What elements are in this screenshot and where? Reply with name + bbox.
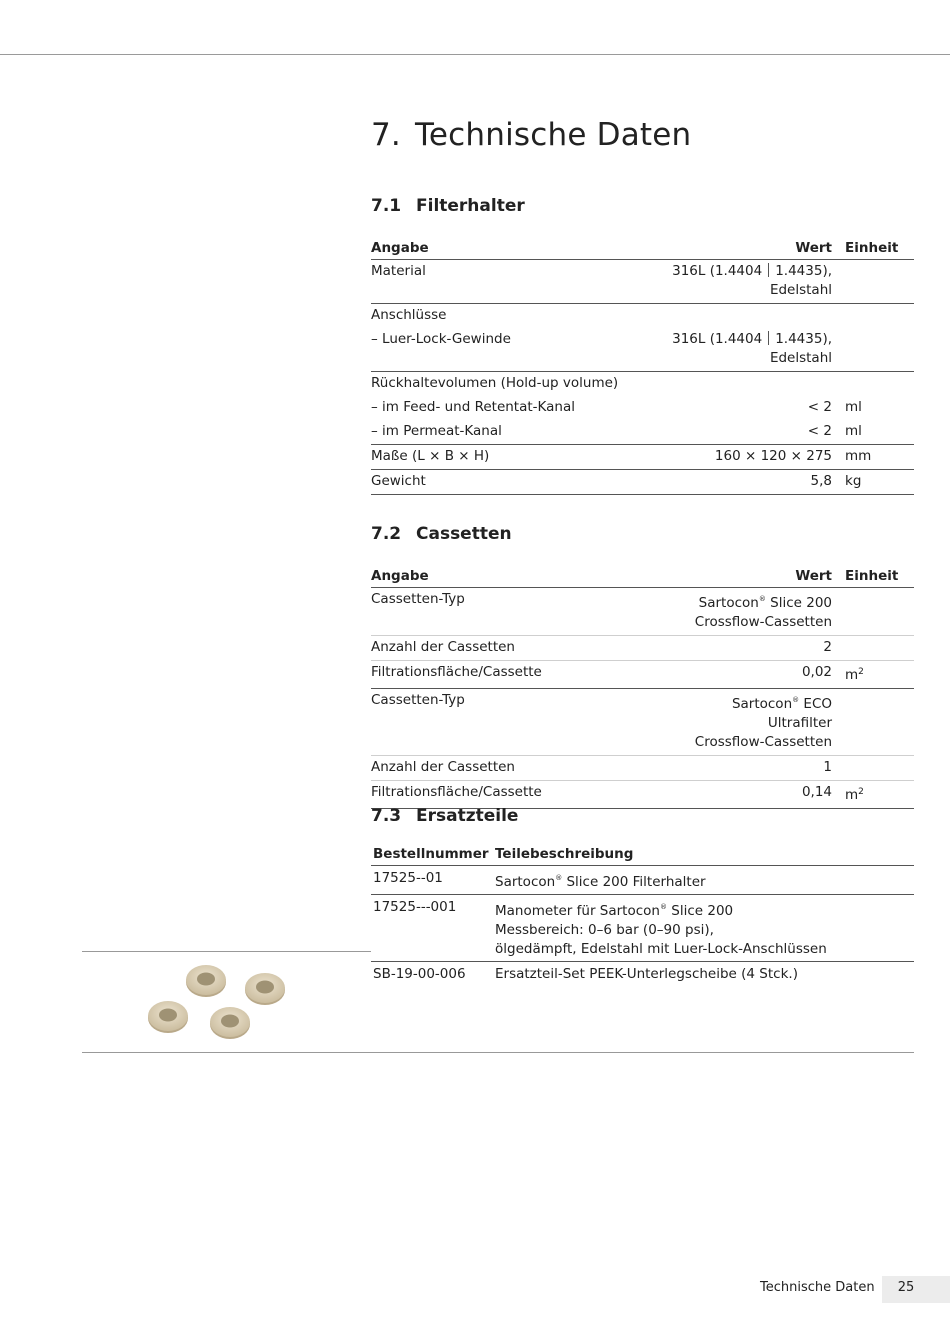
col-header-angabe: Angabe — [371, 236, 671, 260]
desc-brand: Manometer für Sartocon — [495, 903, 660, 919]
cell-wert: 2 — [671, 636, 845, 661]
section-number: 7.1 — [371, 196, 402, 216]
footer-page-number: 25 — [897, 1280, 915, 1295]
section-title-text: Ersatzteile — [416, 806, 519, 826]
cell-angabe: Material — [371, 260, 671, 304]
wert-line-2: Crossflow-Cassetten — [694, 734, 832, 750]
cell-angabe: – im Permeat-Kanal — [371, 420, 671, 445]
cell-bestellnummer: SB-19-00-006 — [373, 966, 466, 982]
section-title-filterhalter — [371, 196, 525, 216]
photo-top-rule — [82, 951, 371, 952]
cell-einheit — [845, 781, 914, 809]
cell-angabe: Gewicht — [371, 470, 671, 495]
col-header-bestellnummer: Bestellnummer — [371, 842, 493, 866]
cell-wert — [671, 260, 845, 304]
cell-einheit — [845, 756, 914, 781]
peek-washers-photo — [140, 962, 290, 1042]
cell-angabe: Maße (L × B × H) — [371, 445, 671, 470]
cell-wert: 160 × 120 × 275 — [671, 445, 845, 470]
cell-einheit — [845, 328, 914, 372]
cell-angabe: – im Feed- und Retentat-Kanal — [371, 399, 576, 415]
desc-model: Slice 200 Filterhalter — [562, 874, 706, 890]
cell-einheit: ml — [845, 420, 914, 445]
table-row — [371, 895, 914, 962]
table-row — [371, 420, 914, 445]
wert-brand: Sartocon — [731, 696, 793, 712]
table-row — [371, 689, 914, 756]
wert-model: ECO Ultrafilter — [767, 696, 832, 731]
table-row — [371, 328, 914, 372]
table-row — [371, 781, 914, 809]
desc-line-3: ölgedämpft, Edelstahl mit Luer-Lock-Anschlüssen — [495, 941, 827, 957]
wert-line-2: Edelstahl — [769, 350, 832, 366]
wert-part-b: 1.4435), — [775, 331, 832, 347]
col-header-angabe: Angabe — [371, 564, 671, 588]
cell-bestellnummer: 17525--01 — [371, 866, 493, 895]
table-header-row — [371, 236, 914, 260]
cell-wert: 0,02 — [671, 661, 845, 689]
table-row — [371, 962, 914, 987]
cell-wert: < 2 — [807, 399, 832, 415]
table-header-row — [371, 842, 914, 866]
section-title-text: Filterhalter — [416, 196, 525, 216]
cell-wert: 5,8 — [671, 470, 845, 495]
table-row — [371, 260, 914, 304]
washer-2 — [245, 973, 285, 1005]
section-title-text: Cassetten — [416, 524, 512, 544]
table-row — [371, 756, 914, 781]
wert-part-b: 1.4435), — [775, 263, 832, 279]
col-header-wert: Wert — [671, 236, 845, 260]
wert-brand: Sartocon — [698, 595, 759, 611]
col-header-einheit: Einheit — [845, 236, 914, 260]
cell-einheit — [845, 372, 914, 397]
unit-exponent: 2 — [858, 787, 864, 797]
cell-beschreibung — [493, 866, 914, 895]
pipe-separator — [768, 331, 769, 345]
cell-einheit: kg — [845, 470, 914, 495]
desc-line-2: Messbereich: 0–6 bar (0–90 psi), — [495, 922, 714, 938]
cell-wert — [671, 304, 845, 329]
cell-angabe: Cassetten-Typ — [371, 588, 671, 636]
cell-einheit — [845, 588, 914, 636]
cell-wert: 0,14 — [671, 781, 845, 809]
cell-angabe: Cassetten-Typ — [371, 689, 671, 756]
col-header-wert: Wert — [671, 564, 845, 588]
cell-einheit — [845, 636, 914, 661]
table-header-row — [371, 564, 914, 588]
cell-einheit — [845, 661, 914, 689]
cell-einheit — [845, 689, 914, 756]
ersatzteile-table — [371, 842, 914, 986]
table-row — [371, 470, 914, 495]
table-row — [371, 372, 914, 397]
section-number: 7.3 — [371, 806, 402, 826]
table-row — [371, 661, 914, 689]
filterhalter-table — [371, 236, 914, 495]
photo-bottom-rule — [82, 1052, 914, 1053]
registered-mark: ® — [659, 903, 667, 911]
washer-4 — [210, 1007, 250, 1039]
registered-mark: ® — [555, 874, 563, 882]
cell-wert — [671, 588, 845, 636]
cell-wert: < 2 — [671, 420, 845, 445]
section-title-ersatzteile — [371, 806, 518, 826]
section-number: 7.2 — [371, 524, 402, 544]
col-header-teilebeschreibung: Teilebeschreibung — [493, 842, 914, 866]
wert-model: Slice 200 — [765, 595, 832, 611]
unit-base: m — [845, 667, 859, 683]
table-row — [371, 396, 914, 420]
unit-exponent: 2 — [858, 667, 864, 677]
desc-model: Slice 200 — [666, 903, 734, 919]
table-row — [371, 304, 914, 329]
cell-wert: 1 — [671, 756, 845, 781]
cell-angabe: – Luer-Lock-Gewinde — [371, 328, 671, 372]
col-header-einheit: Einheit — [845, 564, 914, 588]
cell-einheit — [845, 260, 914, 304]
cell-bestellnummer: 17525---001 — [371, 895, 493, 962]
page-title-number: 7. — [371, 117, 401, 153]
cell-beschreibung — [493, 895, 914, 962]
wert-line-2: Crossflow-Cassetten — [694, 614, 832, 630]
page-title — [371, 117, 691, 153]
washer-1 — [186, 965, 226, 997]
cell-wert — [671, 372, 845, 397]
cassetten-table — [371, 564, 914, 809]
top-rule — [0, 54, 950, 55]
washer-3 — [148, 1001, 188, 1033]
cell-angabe: Anschlüsse — [371, 307, 447, 323]
table-row — [371, 866, 914, 895]
cell-wert — [671, 689, 845, 756]
wert-part-a: 316L (1.4404 — [672, 263, 763, 279]
cell-angabe: Anzahl der Cassetten — [371, 756, 671, 781]
table-row — [371, 636, 914, 661]
wert-line-2: Edelstahl — [769, 282, 832, 298]
table-row — [371, 445, 914, 470]
cell-angabe: Filtrationsfläche/Cassette — [371, 661, 671, 689]
cell-angabe: Filtrationsfläche/Cassette — [371, 781, 671, 809]
registered-mark: ® — [792, 696, 800, 704]
pipe-separator — [768, 263, 769, 277]
cell-einheit: ml — [845, 399, 862, 415]
cell-einheit: mm — [845, 445, 914, 470]
footer-section-label: Technische Daten — [760, 1280, 875, 1295]
cell-wert — [671, 328, 845, 372]
table-row — [371, 588, 914, 636]
section-title-cassetten — [371, 524, 512, 544]
cell-angabe: Anzahl der Cassetten — [371, 636, 671, 661]
cell-angabe: Rückhaltevolumen (Hold-up volume) — [371, 375, 619, 391]
cell-beschreibung: Ersatzteil-Set PEEK-Unterlegscheibe (4 Stck.) — [495, 966, 798, 982]
page-title-text: Technische Daten — [415, 117, 692, 153]
unit-base: m — [845, 787, 859, 803]
cell-einheit — [845, 304, 914, 329]
desc-brand: Sartocon — [495, 874, 556, 890]
wert-part-a: 316L (1.4404 — [672, 331, 763, 347]
registered-mark: ® — [758, 595, 766, 603]
